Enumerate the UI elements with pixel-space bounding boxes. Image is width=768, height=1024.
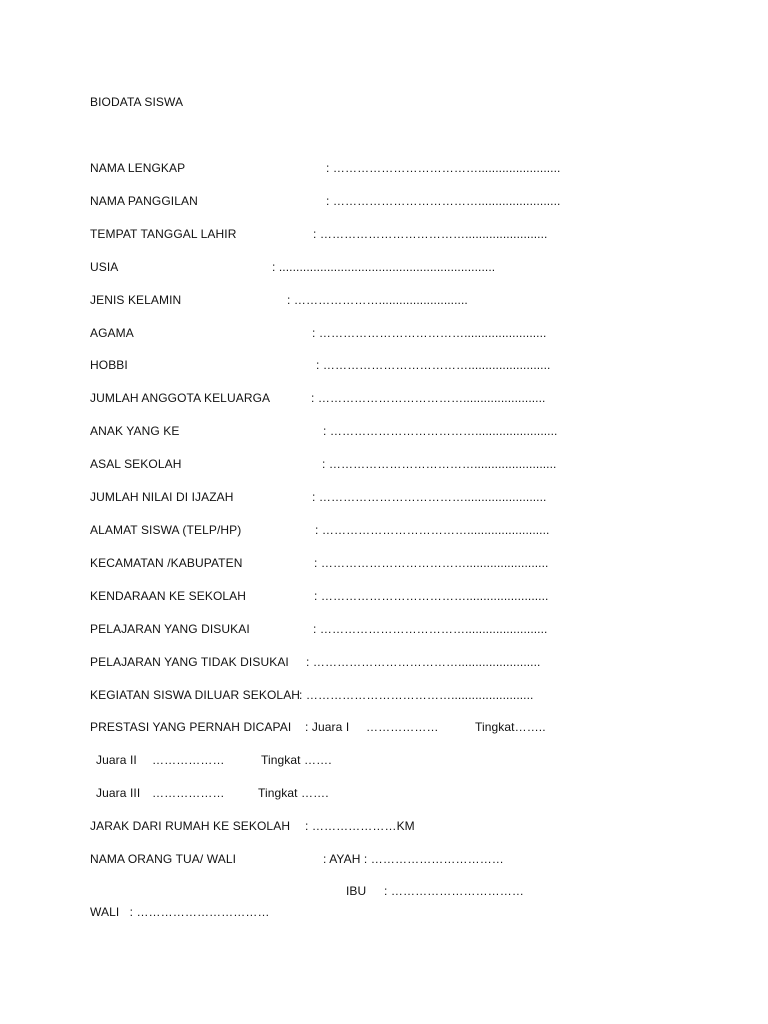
prestasi-juara3-dots[interactable]: ……………… bbox=[152, 786, 225, 800]
orangtua-wali[interactable]: WALI : …………………………… bbox=[90, 905, 270, 919]
field-label-anak-yang-ke: ANAK YANG KE bbox=[90, 424, 180, 438]
field-value-nama-panggilan[interactable]: : ………………………………........................ bbox=[326, 194, 561, 208]
field-label-nama-lengkap: NAMA LENGKAP bbox=[90, 161, 186, 175]
field-value-pelajaran-disukai[interactable]: : ………………………………........................ bbox=[313, 622, 548, 636]
field-label-usia: USIA bbox=[90, 260, 119, 274]
orangtua-ibu-label: IBU bbox=[346, 884, 367, 898]
prestasi-juara2-dots[interactable]: ……………… bbox=[152, 753, 225, 767]
field-label-jumlah-nilai-ijazah: JUMLAH NILAI DI IJAZAH bbox=[90, 490, 234, 504]
prestasi-juara1: : Juara I bbox=[305, 720, 350, 734]
field-value-anak-yang-ke[interactable]: : ………………………………........................ bbox=[323, 424, 558, 438]
orangtua-ibu-value[interactable]: : …………………………… bbox=[384, 884, 524, 898]
orangtua-label: NAMA ORANG TUA/ WALI bbox=[90, 852, 237, 866]
field-label-jenis-kelamin: JENIS KELAMIN bbox=[90, 293, 182, 307]
field-label-kendaraan-ke-sekolah: KENDARAAN KE SEKOLAH bbox=[90, 589, 247, 603]
prestasi-juara3-tingkat[interactable]: Tingkat ……. bbox=[258, 786, 329, 800]
field-label-jumlah-anggota-keluarga: JUMLAH ANGGOTA KELUARGA bbox=[90, 391, 271, 405]
field-value-agama[interactable]: : ………………………………........................ bbox=[312, 326, 547, 340]
field-value-hobbi[interactable]: : ………………………………........................ bbox=[316, 358, 551, 372]
orangtua-ayah[interactable]: : AYAH : …………………………… bbox=[323, 852, 504, 866]
field-value-jumlah-anggota-keluarga[interactable]: : ………………………………........................ bbox=[311, 391, 546, 405]
prestasi-juara1-tingkat[interactable]: Tingkat…….. bbox=[475, 720, 546, 734]
field-label-pelajaran-tidak-disukai: PELAJARAN YANG TIDAK DISUKAI bbox=[90, 655, 289, 669]
field-value-alamat-siswa[interactable]: : ………………………………........................ bbox=[315, 523, 550, 537]
field-label-tempat-tanggal-lahir: TEMPAT TANGGAL LAHIR bbox=[90, 227, 237, 241]
prestasi-juara3: Juara III bbox=[96, 786, 141, 800]
field-label-kecamatan-kabupaten: KECAMATAN /KABUPATEN bbox=[90, 556, 243, 570]
field-value-usia[interactable]: : ............................................................... bbox=[272, 260, 496, 274]
field-value-kegiatan-diluar-sekolah[interactable]: : ………………………………........................ bbox=[299, 688, 534, 702]
field-value-kecamatan-kabupaten[interactable]: : ………………………………........................ bbox=[314, 556, 549, 570]
page-title: BIODATA SISWA bbox=[90, 95, 184, 109]
prestasi-juara2-tingkat[interactable]: Tingkat ……. bbox=[261, 753, 332, 767]
field-label-agama: AGAMA bbox=[90, 326, 134, 340]
field-label-pelajaran-disukai: PELAJARAN YANG DISUKAI bbox=[90, 622, 250, 636]
field-label-asal-sekolah: ASAL SEKOLAH bbox=[90, 457, 182, 471]
jarak-label: JARAK DARI RUMAH KE SEKOLAH bbox=[90, 819, 291, 833]
prestasi-juara2: Juara II bbox=[96, 753, 137, 767]
field-value-asal-sekolah[interactable]: : ………………………………........................ bbox=[322, 457, 557, 471]
prestasi-label: PRESTASI YANG PERNAH DICAPAI bbox=[90, 720, 292, 734]
field-value-kendaraan-ke-sekolah[interactable]: : ………………………………........................ bbox=[314, 589, 549, 603]
field-label-alamat-siswa: ALAMAT SISWA (TELP/HP) bbox=[90, 523, 242, 537]
field-label-nama-panggilan: NAMA PANGGILAN bbox=[90, 194, 198, 208]
field-value-nama-lengkap[interactable]: : ………………………………........................ bbox=[326, 161, 561, 175]
field-label-hobbi: HOBBI bbox=[90, 358, 128, 372]
field-value-jenis-kelamin[interactable]: : ………………….......................... bbox=[287, 293, 468, 307]
field-value-jumlah-nilai-ijazah[interactable]: : ………………………………........................ bbox=[312, 490, 547, 504]
field-value-tempat-tanggal-lahir[interactable]: : ………………………………........................ bbox=[313, 227, 548, 241]
prestasi-juara1-dots[interactable]: ……………… bbox=[366, 720, 439, 734]
jarak-value[interactable]: : …………………KM bbox=[305, 819, 415, 833]
field-label-kegiatan-diluar-sekolah: KEGIATAN SISWA DILUAR SEKOLAH bbox=[90, 688, 301, 702]
field-value-pelajaran-tidak-disukai[interactable]: : ………………………………........................ bbox=[306, 655, 541, 669]
